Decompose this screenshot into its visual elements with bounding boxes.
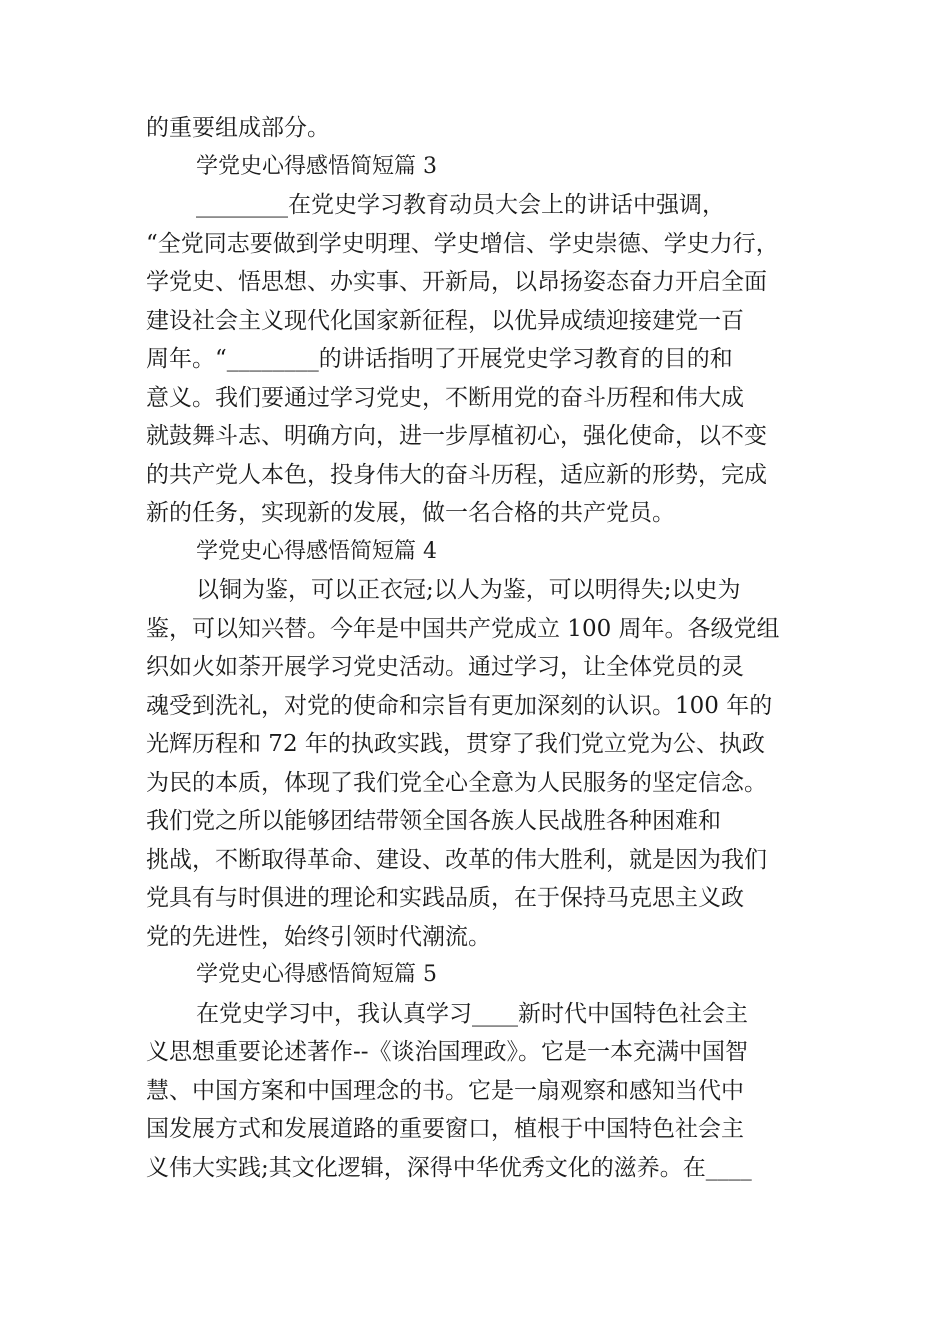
paragraph-line: ________在党史学习教育动员大会上的讲话中强调， bbox=[196, 192, 725, 218]
paragraph-line: 为民的本质，体现了我们党全心全意为人民服务的坚定信念。 bbox=[146, 769, 767, 796]
paragraph-line: 魂受到洗礼，对党的使命和宗旨有更加深刻的认识。100 年的 bbox=[146, 692, 773, 719]
section-heading-3: 学党史心得感悟简短篇 3 bbox=[196, 153, 437, 179]
paragraph-line: “全党同志要做到学史明理、学史增信、学史崇德、学史力行， bbox=[146, 230, 779, 257]
paragraph-line: 党具有与时俱进的理论和实践品质，在于保持马克思主义政 bbox=[146, 885, 744, 911]
paragraph-line: 慧、中国方案和中国理念的书。它是一扇观察和感知当代中 bbox=[146, 1077, 744, 1104]
section-heading-5: 学党史心得感悟简短篇 5 bbox=[196, 962, 437, 987]
paragraph-line: 织如火如荼开展学习党史活动。通过学习，让全体党员的灵 bbox=[146, 654, 744, 680]
paragraph-line: 鉴，可以知兴替。今年是中国共产党成立 100 周年。各级党组 bbox=[146, 615, 780, 642]
section-heading-4: 学党史心得感悟简短篇 4 bbox=[196, 538, 437, 564]
paragraph-line: 在党史学习中，我认真学习____新时代中国特色社会主 bbox=[196, 1000, 748, 1027]
paragraph-line: 国发展方式和发展道路的重要窗口，植根于中国特色社会主 bbox=[146, 1116, 744, 1142]
paragraph-line: 的重要组成部分。 bbox=[146, 115, 330, 141]
paragraph-line: 党的先进性，始终引领时代潮流。 bbox=[146, 923, 491, 950]
paragraph-line: 学党史、悟思想、办实事、开新局，以昂扬姿态奋力开启全面 bbox=[146, 269, 767, 295]
document-body bbox=[146, 109, 826, 1187]
paragraph-line: 我们党之所以能够团结带领全国各族人民战胜各种困难和 bbox=[146, 808, 721, 834]
paragraph-line: 新的任务，实现新的发展，做一名合格的共产党员。 bbox=[146, 500, 675, 526]
paragraph-line: 建设社会主义现代化国家新征程，以优异成绩迎接建党一百 bbox=[146, 307, 744, 334]
paragraph-line: 的共产党人本色，投身伟大的奋斗历程，适应新的形势，完成 bbox=[146, 461, 767, 488]
paragraph-line: 义伟大实践;其文化逻辑，深得中华优秀文化的滋养。在____ bbox=[146, 1154, 752, 1181]
paragraph-line: 义思想重要论述著作--《谈治国理政》。它是一本充满中国智 bbox=[146, 1039, 749, 1065]
paragraph-line: 挑战，不断取得革命、建设、改革的伟大胜利，就是因为我们 bbox=[146, 846, 767, 873]
paragraph-line: 以铜为鉴，可以正衣冠;以人为鉴，可以明得失;以史为 bbox=[196, 577, 741, 603]
paragraph-line: 就鼓舞斗志、明确方向，进一步厚植初心，强化使命，以不变 bbox=[146, 423, 767, 449]
paragraph-line: 周年。“________的讲话指明了开展党史学习教育的目的和 bbox=[146, 346, 733, 372]
paragraph-line: 光辉历程和 72 年的执政实践，贯穿了我们党立党为公、执政 bbox=[146, 731, 765, 757]
paragraph-line: 意义。我们要通过学习党史，不断用党的奋斗历程和伟大成 bbox=[146, 384, 744, 411]
